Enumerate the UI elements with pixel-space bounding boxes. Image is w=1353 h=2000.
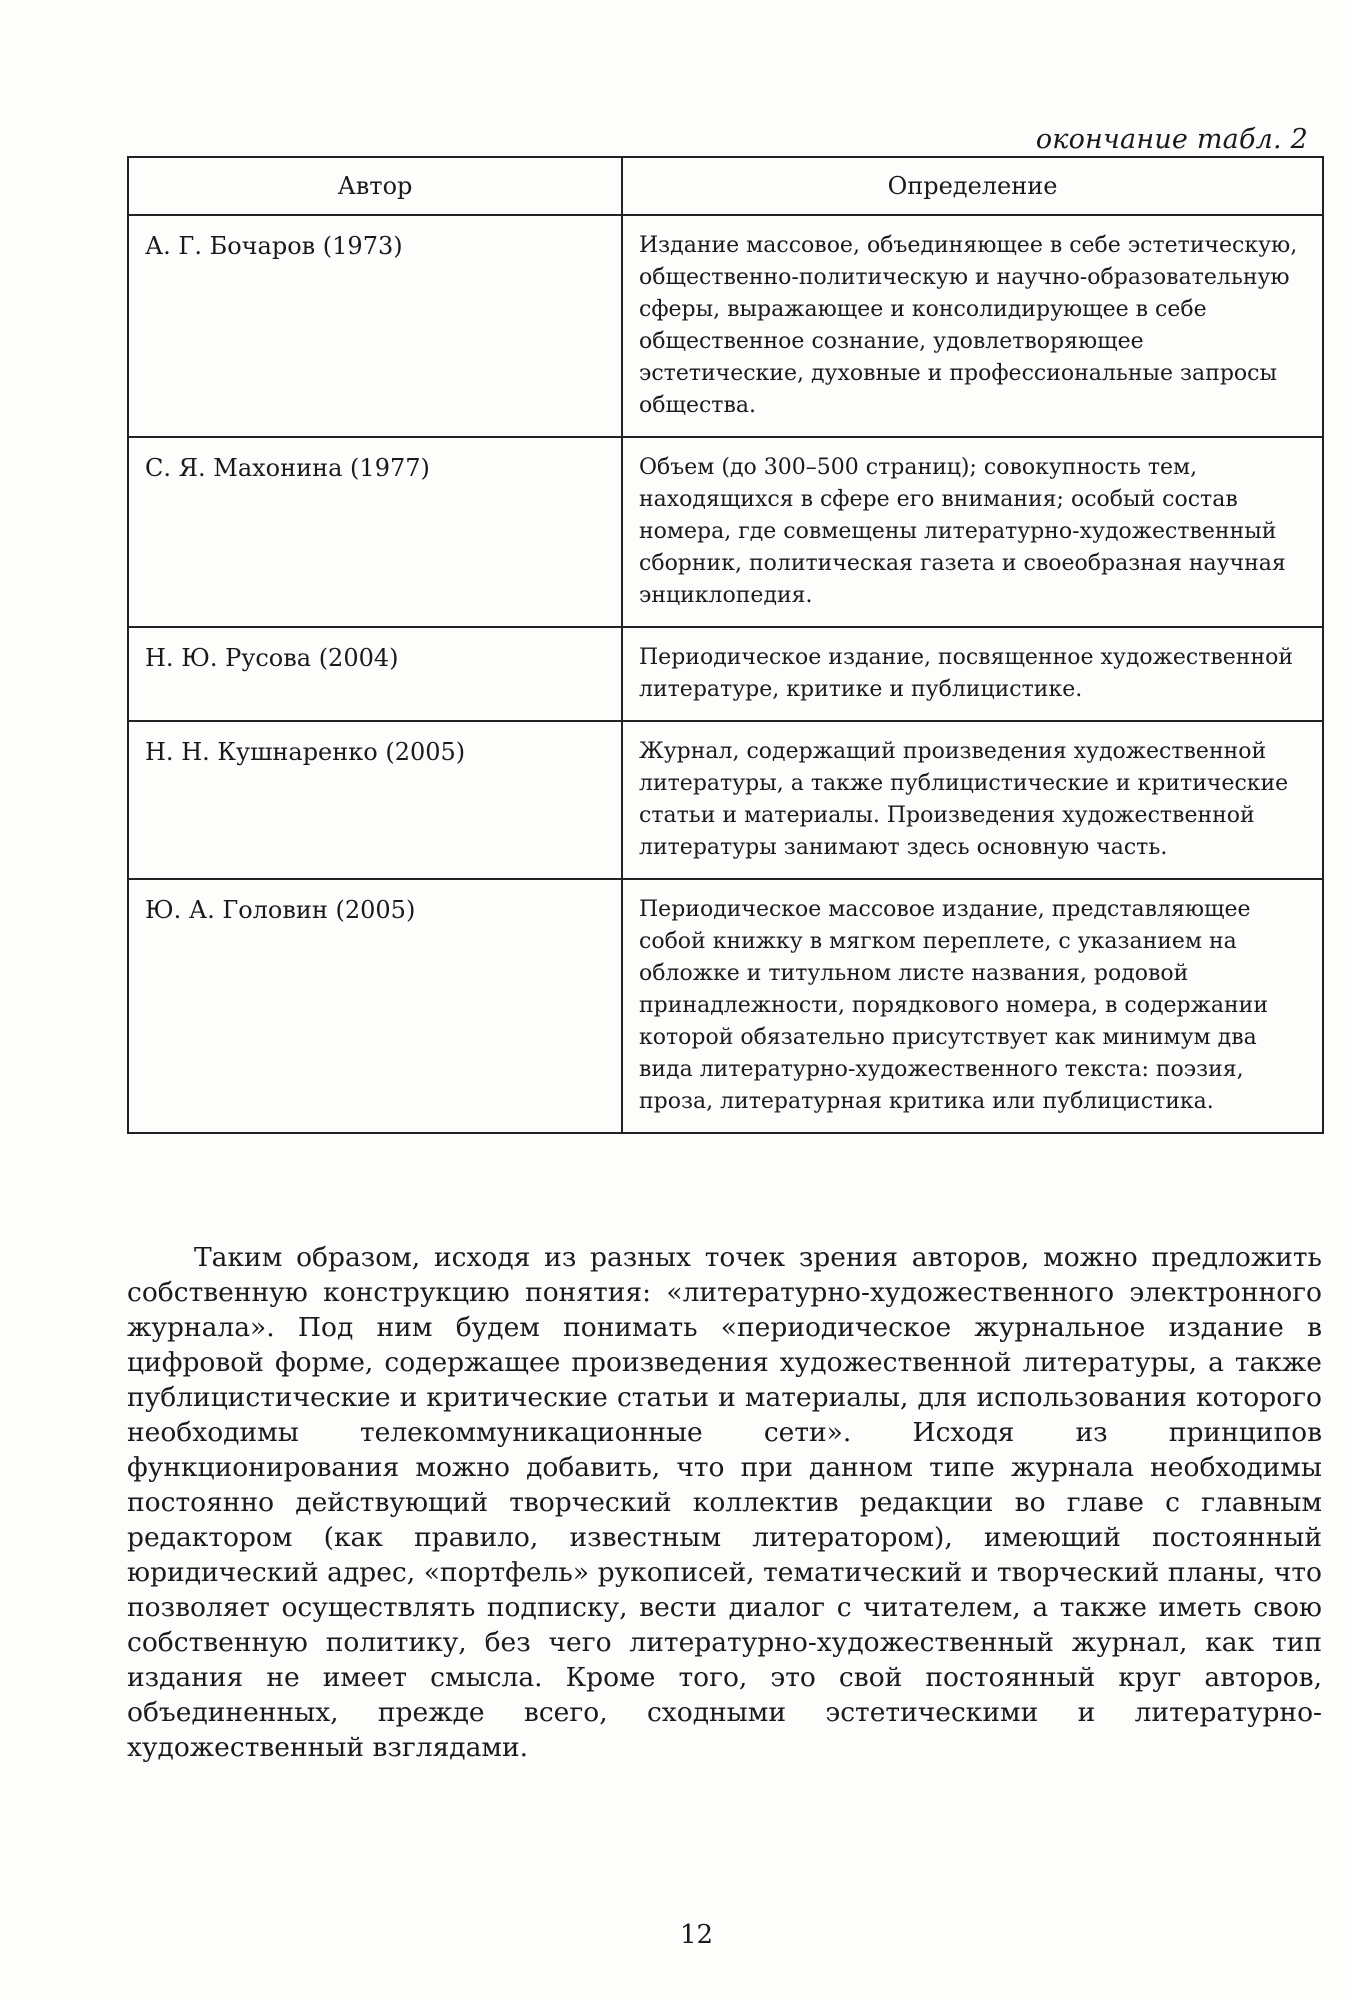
author-cell: Ю. А. Головин (2005) — [128, 879, 622, 1133]
author-cell: Н. Ю. Русова (2004) — [128, 627, 622, 721]
definition-cell: Объем (до 300–500 страниц); совокупность тем, находящихся в сфере его внимания; особый состав номера, где совмещены литературно-художественный сборник, политическая газета и своеобразная научная энциклопедия. — [622, 437, 1323, 627]
definitions-table — [127, 156, 1324, 1134]
table-caption: окончание табл. 2 — [1035, 124, 1308, 155]
body-paragraph: Таким образом, исходя из разных точек зрения авторов, можно предложить собственную конструкцию понятия: «литературно-художественного электронного журнала». Под ним будем понимать «периодическое журнальное издание в цифровой форме, содержащее произведения художественной литературы, а также публицистические и критические статьи и материалы, для использования которого необходимы телекоммуникационные сети». Исходя из принципов функционирования можно добавить, что при данном типе журнала необходимы постоянно действующий творческий коллектив редакции во главе с главным редактором (как правило, известным литератором), имеющий постоянный юридический адрес, «портфель» рукописей, тематический и творческий планы, что позволяет осуществлять подписку, вести диалог с читателем, а также иметь свою собственную политику, без чего литературно-художественный журнал, как тип издания не имеет смысла. Кроме того, это свой постоянный круг авторов, объединенных, прежде всего, сходными эстетическими и литературно-художественный взглядами. — [127, 1242, 1322, 1763]
table-row — [128, 627, 1323, 721]
table-row — [128, 879, 1323, 1133]
author-cell: С. Я. Махонина (1977) — [128, 437, 622, 627]
column-header-definition: Определение — [622, 157, 1323, 215]
author-cell: А. Г. Бочаров (1973) — [128, 215, 622, 437]
definition-cell: Издание массовое, объединяющее в себе эстетическую, общественно-политическую и научно-образовательную сферы, выражающее и консолидирующее в себе общественное сознание, удовлетворяющее эстетические, духовные и профессиональные запросы общества. — [622, 215, 1323, 437]
column-header-author: Автор — [128, 157, 622, 215]
table-row — [128, 215, 1323, 437]
definition-cell: Периодическое массовое издание, представляющее собой книжку в мягком переплете, с указанием на обложке и титульном листе названия, родовой принадлежности, порядкового номера, в содержании которой обязательно присутствует как минимум два вида литературно-художественного текста: поэзия, проза, литературная критика или публицистика. — [622, 879, 1323, 1133]
author-cell: Н. Н. Кушнаренко (2005) — [128, 721, 622, 879]
table-header-row — [128, 157, 1323, 215]
table-row — [128, 721, 1323, 879]
table-row — [128, 437, 1323, 627]
definition-cell: Журнал, содержащий произведения художественной литературы, а также публицистические и критические статьи и материалы. Произведения художественной литературы занимают здесь основную часть. — [622, 721, 1323, 879]
page-number: 12 — [679, 1920, 714, 1950]
definition-cell: Периодическое издание, посвященное художественной литературе, критике и публицистике. — [622, 627, 1323, 721]
